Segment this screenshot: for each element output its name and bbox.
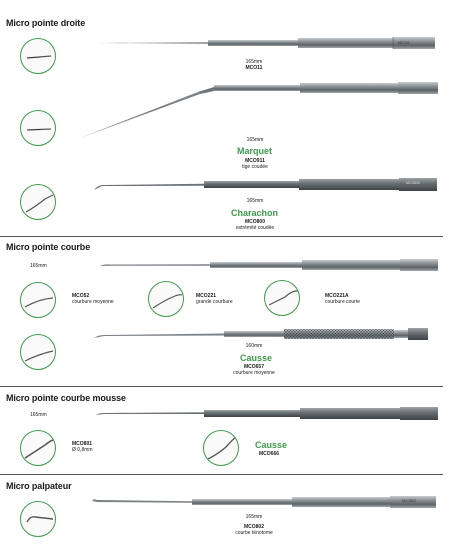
name-causse-mco666: Causse [255, 440, 288, 450]
ref-mco52: MCO52 [72, 293, 90, 299]
length-courbe-top: 165mm [30, 263, 47, 269]
desc-mco802: courbe ténotome [235, 530, 273, 536]
engraving-mco800: MCO800 [406, 181, 421, 185]
instrument-mco657 [94, 326, 434, 342]
section-title-micro-pointe-courbe-mousse: Micro pointe courbe mousse [6, 393, 126, 403]
detail-circle-mco11 [20, 38, 56, 74]
section-divider [0, 386, 443, 387]
detail-circle-mco911 [20, 110, 56, 146]
desc-mco52: courbure moyenne [72, 299, 114, 305]
label-mco657 [224, 343, 284, 349]
label-mco801 [72, 441, 93, 453]
label-mco11 [234, 59, 274, 71]
ref-mco657: MCO657 [243, 364, 264, 370]
instrument-mco802 [92, 495, 438, 509]
section-divider [0, 474, 443, 475]
instrument-mco11 [98, 36, 438, 50]
detail-circle-mco221a [264, 280, 300, 316]
instrument-micro-pointe-courbe-mousse [96, 405, 440, 421]
section-title-micro-pointe-courbe: Micro pointe courbe [6, 242, 91, 252]
engraving-mco11: MCO11 [398, 41, 410, 45]
instrument-mco800 [94, 176, 440, 192]
ref-mco802: MCO802 [243, 524, 264, 530]
desc-mco800: extrémité coudée [235, 225, 275, 231]
label-mco52 [72, 293, 114, 305]
length-mco657: 160mm [245, 343, 263, 349]
detail-circle-mco657 [20, 334, 56, 370]
section-title-micro-palpateur: Micro palpateur [6, 481, 72, 491]
detail-circle-mco801 [20, 430, 56, 466]
ref-mco801: MCO801 [72, 441, 93, 447]
ref-mco11: MCO11 [245, 65, 263, 71]
length-mco911: 165mm [246, 137, 264, 143]
ref-mco221: MCO221 [196, 293, 217, 299]
length-mco800: 165mm [246, 198, 264, 204]
desc-mco657: courbure moyenne [233, 370, 275, 376]
ref-block-mco911 [225, 158, 285, 170]
detail-circle-mco221 [148, 281, 184, 317]
label-mco221 [196, 293, 233, 305]
ref-mco800: MCO800 [244, 219, 265, 225]
detail-circle-mco666 [203, 430, 239, 466]
ref-mco666: MCO666 [259, 451, 280, 457]
name-marquet: Marquet [237, 146, 273, 156]
desc-mco221a: courbure courte [325, 299, 361, 305]
desc-mco801: Ø 0,8mm [72, 447, 93, 453]
ref-mco221a: MCO221A [325, 293, 349, 299]
ref-block-mco800 [220, 219, 290, 231]
detail-circle-mco802 [20, 501, 56, 537]
label-mco911 [225, 137, 285, 143]
ref-block-mco802 [222, 524, 286, 536]
engraving-mco802: MCO802 [402, 499, 417, 503]
section-title-micro-pointe-droite: Micro pointe droite [6, 18, 86, 28]
length-mco11: 165mm [245, 59, 263, 65]
section-divider [0, 236, 443, 237]
label-mco800 [225, 198, 285, 204]
instrument-mco911 [80, 82, 440, 142]
label-mco221a [325, 293, 360, 305]
label-mco802 [224, 514, 284, 520]
detail-circle-mco52 [20, 282, 56, 318]
ref-mco911: MCO911 [245, 158, 265, 164]
name-charachon: Charachon [231, 208, 279, 218]
ref-block-mco657 [220, 364, 288, 376]
detail-circle-mco800 [20, 184, 56, 220]
name-causse-mco657: Causse [240, 353, 273, 363]
ref-block-mco666 [259, 451, 279, 457]
instrument-micro-pointe-courbe [100, 257, 440, 273]
length-mco802: 165mm [245, 514, 263, 520]
desc-mco221: grande courbure [196, 299, 233, 305]
desc-mco911: tige coudée [242, 164, 268, 170]
length-mousse-top: 165mm [30, 412, 47, 418]
